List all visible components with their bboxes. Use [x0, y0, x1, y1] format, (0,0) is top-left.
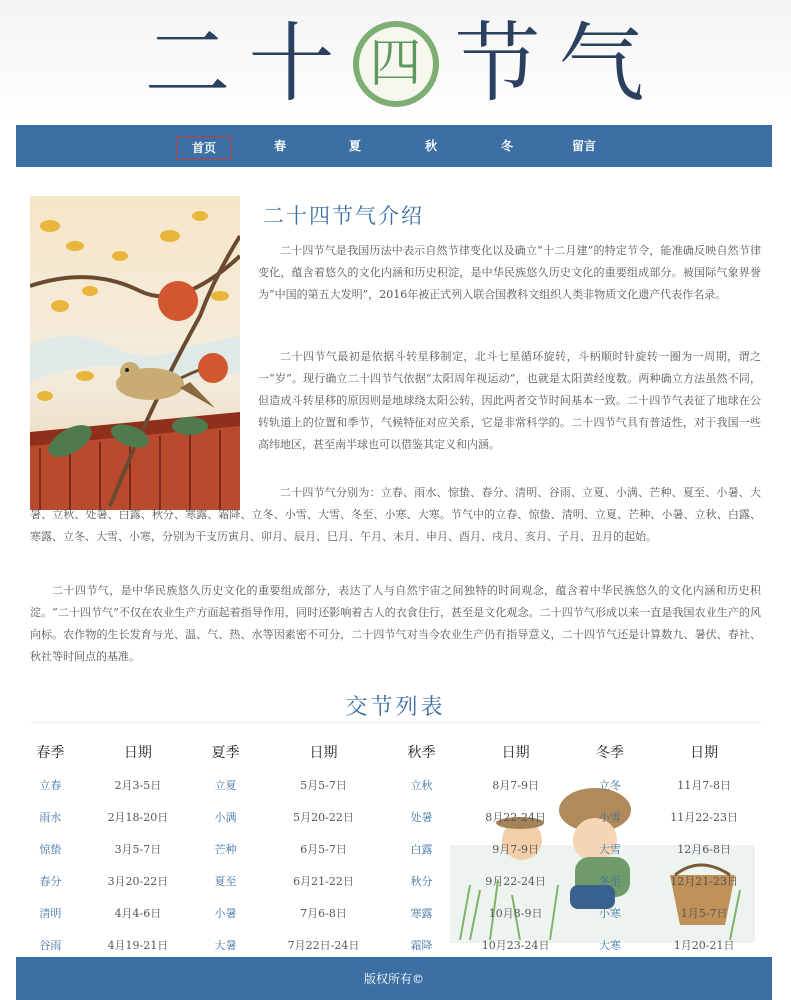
col-header: 日期	[501, 745, 530, 761]
title-char: 节	[454, 13, 543, 114]
nav-item-home[interactable]: 首页	[177, 136, 231, 159]
intro-paragraph: 二十四节气分别为：立春、雨水、惊蛰、春分、清明、谷雨、立夏、小满、芒种、夏至、小暑、大暑、立秋、处暑、白露、秋分、寒露、霜降、立冬、小雪、大雪、冬至、小寒、大寒。节气中的立春、惊蛰、清明、立夏、芒种、小暑、立秋、白露、寒露、立冬、大雪、小寒，分别为干支历寅月、卯月、辰月、巳月、午月、未月、申月、酉月、戌月、亥月、子月、丑月的起始。	[30, 486, 761, 543]
term-name-link[interactable]: 立秋	[410, 779, 433, 792]
footer	[16, 957, 772, 1000]
nav-item-spring[interactable]: 春	[274, 139, 287, 153]
term-date: 11月7-8日	[677, 779, 731, 792]
term-name-link[interactable]: 处暑	[410, 811, 433, 824]
term-name-link[interactable]: 寒露	[410, 907, 433, 920]
term-name-link[interactable]: 小雪	[598, 811, 621, 824]
term-name-link[interactable]: 清明	[39, 907, 62, 920]
nav-item-message[interactable]: 留言	[572, 139, 597, 153]
term-list-title: 交节列表	[345, 695, 446, 720]
table-row	[22, 833, 770, 865]
table-row	[22, 865, 770, 897]
title-char: 十	[248, 13, 337, 114]
nav-item-summer[interactable]: 夏	[349, 139, 362, 153]
term-date: 8月7-9日	[492, 779, 540, 792]
term-date: 1月5-7日	[680, 907, 728, 920]
term-date: 7月6-8日	[300, 907, 347, 920]
divider	[30, 722, 761, 723]
term-name-link[interactable]: 大寒	[598, 939, 621, 952]
nav-item-winter[interactable]: 冬	[501, 139, 514, 153]
term-name-link[interactable]: 大暑	[214, 939, 237, 952]
main-nav	[16, 125, 772, 167]
site-title	[0, 6, 791, 121]
title-char: 二	[144, 13, 233, 114]
term-name-link[interactable]: 立冬	[598, 779, 621, 792]
term-date: 4月19-21日	[107, 939, 169, 952]
intro-paragraph: 二十四节气是我国历法中表示自然节律变化以及确立“十二月建”的特定节令，能准确反映自然节律变化，蕴含着悠久的文化内涵和历史积淀，是中华民族悠久历史文化的重要组成部分。被国际气象界誉为“中国的第五大发明”，2016年被正式列入联合国教科文组织人类非物质文化遗产代表作名录。	[258, 244, 761, 301]
term-name-link[interactable]: 芒种	[214, 843, 237, 856]
term-name-link[interactable]: 霜降	[410, 939, 433, 952]
term-name-link[interactable]: 谷雨	[39, 939, 62, 952]
term-date: 10月23-24日	[481, 939, 550, 952]
table-header-row	[22, 735, 770, 769]
title-char: 气	[558, 13, 647, 114]
term-name-link[interactable]: 雨水	[39, 811, 62, 824]
intro-paragraph: 二十四节气最初是依据斗转星移制定，北斗七星循环旋转，斗柄顺时针旋转一圈为一周期，谓之一“岁”。现行确立二十四节气依据“太阳周年视运动”，也就是太阳黄经度数。两种确立方法虽然不同，但造成斗转星移的原因则是地球绕太阳公转，因此两者交节时间基本一致。二十四节气表征了地球在公转轨道上的位置和季节，气候特征对应关系，它是非常科学的。二十四节气具有普适性，对于我国一些高纬地区，甚至南半球也可以借鉴其定义和内涵。	[258, 350, 761, 451]
term-date: 9月22-24日	[485, 875, 547, 888]
autumn-bird-illustration	[30, 196, 240, 510]
col-header: 日期	[309, 745, 338, 761]
term-date: 5月20-22日	[293, 811, 354, 824]
term-name-link[interactable]: 春分	[39, 875, 62, 888]
intro-title: 二十四节气介绍	[263, 204, 424, 228]
table-row	[22, 801, 770, 833]
term-name-link[interactable]: 小满	[214, 811, 237, 824]
term-name-link[interactable]: 惊蛰	[39, 843, 62, 856]
term-date: 3月5-7日	[114, 843, 162, 856]
term-date: 9月7-9日	[492, 843, 540, 856]
term-name-link[interactable]: 小寒	[598, 907, 621, 920]
term-date: 12月21-23日	[670, 875, 738, 888]
col-header: 日期	[123, 745, 152, 761]
term-date: 8月22-24日	[485, 811, 547, 824]
table-row	[22, 769, 770, 801]
term-date: 11月22-23日	[670, 811, 738, 824]
term-date: 2月3-5日	[114, 779, 162, 792]
term-date: 12月6-8日	[677, 843, 731, 856]
term-date: 10月8-9日	[488, 907, 543, 920]
col-header: 春季	[36, 745, 65, 761]
col-header: 夏季	[211, 745, 240, 761]
col-header: 日期	[690, 745, 719, 761]
term-date: 6月5-7日	[300, 843, 347, 856]
table-row	[22, 897, 770, 929]
intro-paragraph: 二十四节气，是中华民族悠久历史文化的重要组成部分，表达了人与自然宇宙之间独特的时间观念，蕴含着中华民族悠久的文化内涵和历史积淀。“二十四节气”不仅在农业生产方面起着指导作用，同时还影响着古人的衣食住行，甚至是文化观念。二十四节气形成以来一直是我国农业生产的风向标。农作物的生长发育与光、温、气、热、水等因素密不可分，二十四节气对当今农业生产仍有指导意义，二十四节气还是计算数九、暑伏、春社、秋社等时间点的基准。	[30, 584, 761, 663]
term-name-link[interactable]: 大雪	[598, 843, 621, 856]
intro-paragraph-wrap	[30, 482, 761, 548]
term-name-link[interactable]: 立夏	[214, 779, 237, 792]
col-header: 秋季	[407, 745, 436, 761]
term-date: 6月21-22日	[293, 875, 354, 888]
title-badge-char: 四	[359, 27, 433, 101]
term-name-link[interactable]: 冬至	[598, 875, 621, 888]
copyright-text: 版权所有©	[363, 972, 424, 986]
nav-item-autumn[interactable]: 秋	[425, 139, 438, 153]
col-header: 冬季	[595, 745, 624, 761]
term-date: 1月20-21日	[673, 939, 735, 952]
title-badge-circle	[353, 21, 439, 107]
term-date: 7月22日-24日	[287, 939, 360, 952]
term-name-link[interactable]: 秋分	[410, 875, 433, 888]
term-date: 5月5-7日	[300, 779, 347, 792]
term-name-link[interactable]: 立春	[39, 779, 62, 792]
solar-term-table	[22, 735, 770, 961]
term-date: 4月4-6日	[114, 907, 162, 920]
term-name-link[interactable]: 白露	[410, 843, 433, 856]
term-name-link[interactable]: 小暑	[214, 907, 237, 920]
term-date: 3月20-22日	[107, 875, 169, 888]
term-name-link[interactable]: 夏至	[214, 875, 237, 888]
term-date: 2月18-20日	[107, 811, 169, 824]
